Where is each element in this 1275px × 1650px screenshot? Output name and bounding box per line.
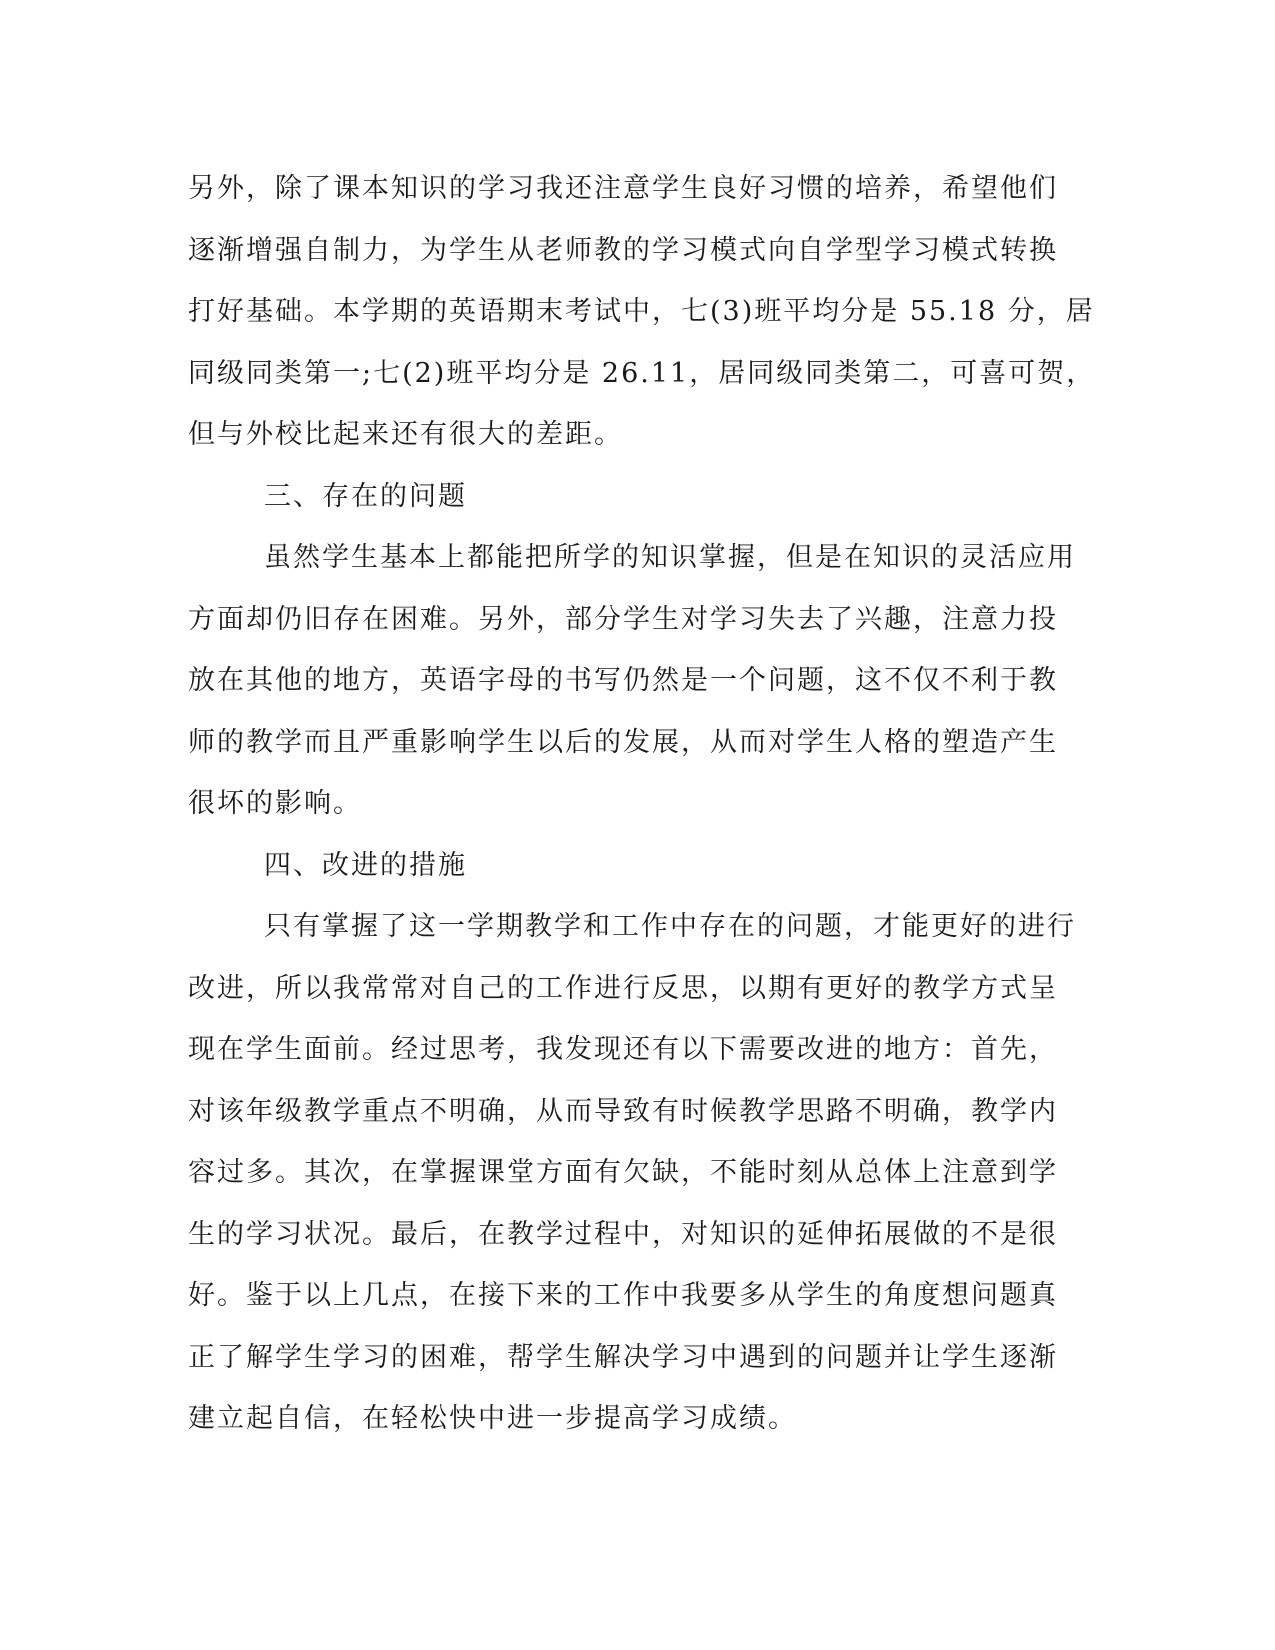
- paragraph-line: 逐渐增强自制力，为学生从老师教的学习模式向自学型学习模式转换: [188, 234, 1058, 266]
- document-body: [188, 158, 1096, 1450]
- paragraph-line: 正了解学生学习的困难，帮学生解决学习中遇到的问题并让学生逐渐: [188, 1341, 1058, 1373]
- paragraph-line: 同级同类第一;七(2)班平均分是 26.11，居同级同类第二，可喜可贺，: [188, 357, 1096, 389]
- paragraph-improvements: [188, 896, 1076, 1450]
- paragraph-line: 另外，除了课本知识的学习我还注意学生良好习惯的培养，希望他们: [188, 173, 1058, 204]
- paragraph-line: 现在学生面前。经过思考，我发现还有以下需要改进的地方：首先，: [188, 1034, 1058, 1065]
- paragraph-line: 但与外校比起来还有很大的差距。: [188, 419, 623, 450]
- paragraph-line: 好。鉴于以上几点，在接下来的工作中我要多从学生的角度想问题真: [188, 1280, 1058, 1311]
- paragraph-line: 建立起自信，在轻松快中进一步提高学习成绩。: [188, 1403, 797, 1434]
- paragraph-line: 师的教学而且严重影响学生以后的发展，从而对学生人格的塑造产生: [188, 726, 1058, 758]
- paragraph-line: 对该年级教学重点不明确，从而导致有时候教学思路不明确，教学内: [188, 1095, 1058, 1127]
- paragraph-problems: [188, 527, 1076, 835]
- paragraph-line: 改进，所以我常常对自己的工作进行反思，以期有更好的教学方式呈: [188, 972, 1058, 1004]
- paragraph-line: 打好基础。本学期的英语期末考试中，七(3)班平均分是 55.18 分，居: [188, 296, 1095, 327]
- section-heading-improvements: 四、改进的措施: [264, 849, 467, 881]
- paragraph-line: 虽然学生基本上都能把所学的知识掌握，但是在知识的灵活应用: [264, 542, 1076, 573]
- paragraph-line: 生的学习状况。最后，在教学过程中，对知识的延伸拓展做的不是很: [188, 1218, 1058, 1250]
- paragraph-line: 方面却仍旧存在困难。另外，部分学生对学习失去了兴趣，注意力投: [188, 603, 1058, 635]
- paragraph-line: 只有掌握了这一学期教学和工作中存在的问题，才能更好的进行: [264, 911, 1076, 942]
- paragraph-line: 放在其他的地方，英语字母的书写仍然是一个问题，这不仅不利于教: [188, 665, 1058, 696]
- paragraph-habits-and-scores: [188, 158, 1096, 466]
- paragraph-line: 容过多。其次，在掌握课堂方面有欠缺，不能时刻从总体上注意到学: [188, 1157, 1058, 1188]
- paragraph-line: 很坏的影响。: [188, 788, 362, 819]
- section-heading-problems: 三、存在的问题: [264, 480, 467, 512]
